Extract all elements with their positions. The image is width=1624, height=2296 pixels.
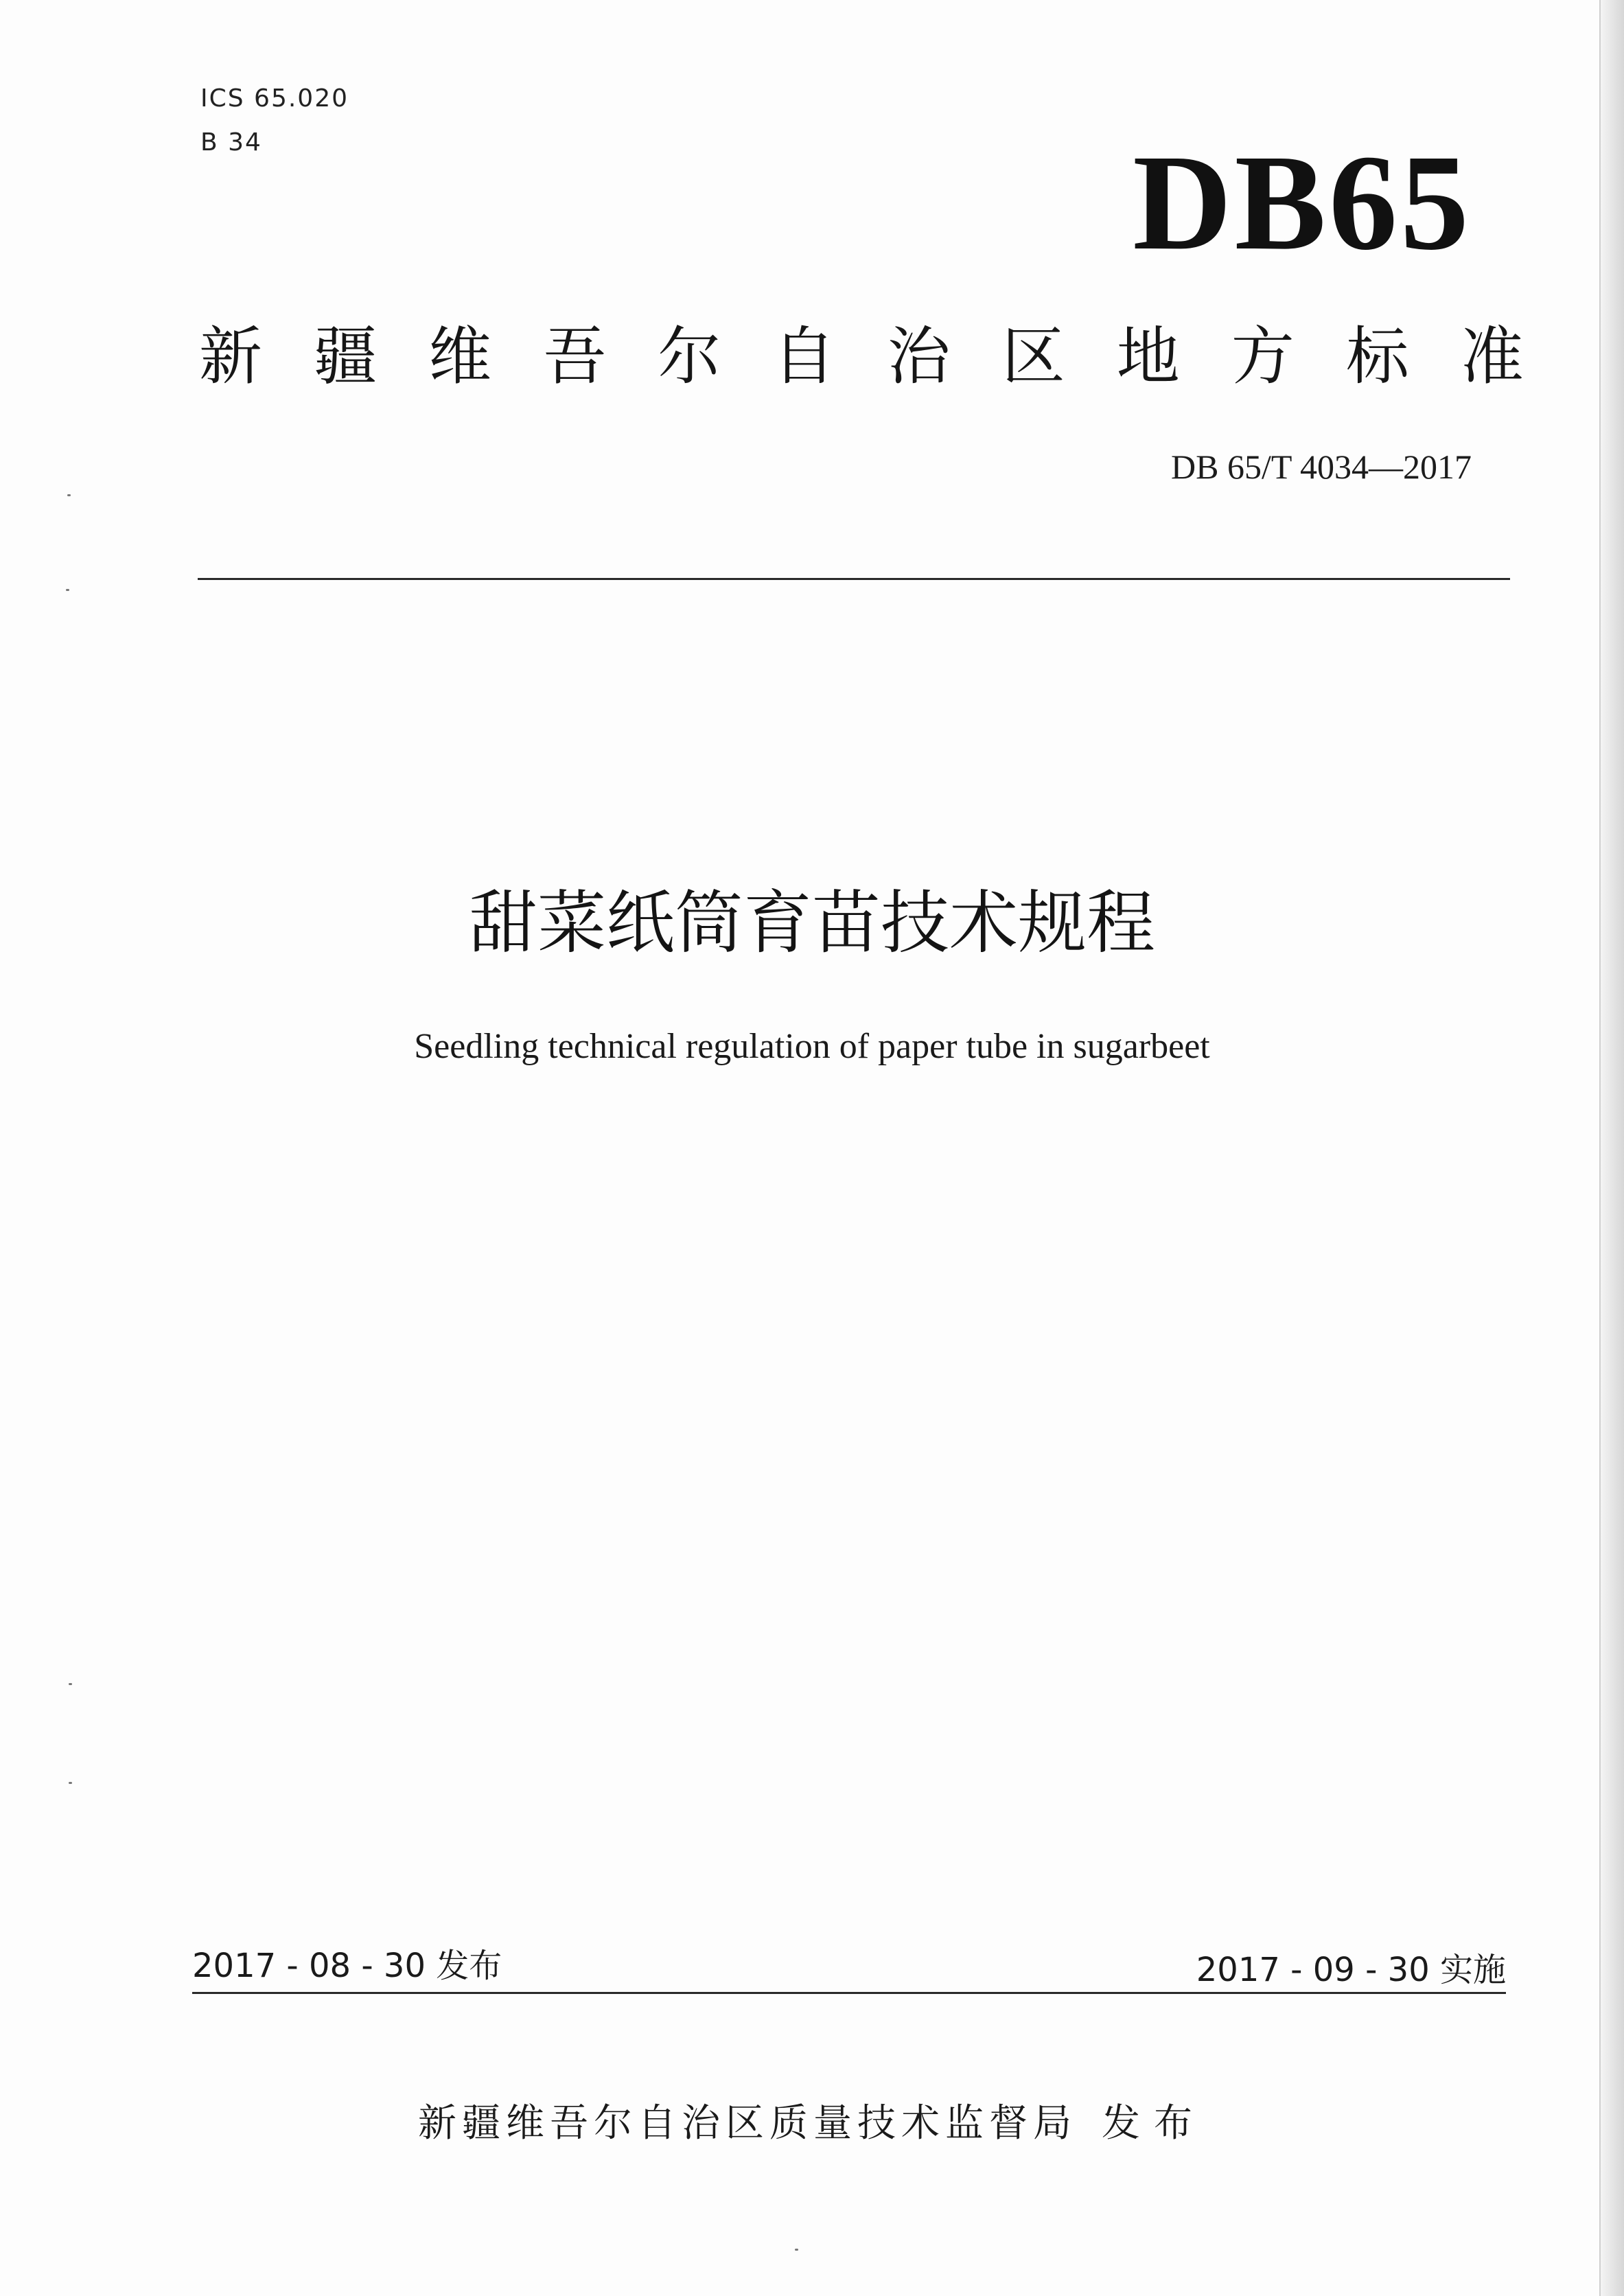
scan-speck (66, 589, 69, 591)
db-logo: DB65 (1133, 127, 1472, 279)
ics-code: ICS 65.020 (200, 84, 349, 113)
title-english: Seedling technical regulation of paper tube in sugarbeet (414, 1027, 1210, 1066)
issue-date: 2017 - 08 - 30 发布 (192, 1947, 502, 1985)
bottom-divider (192, 1992, 1506, 1994)
standard-number: DB 65/T 4034—2017 (1171, 448, 1472, 486)
scan-speck (795, 2249, 798, 2251)
issuer-suffix: 发布 (1102, 2101, 1206, 2146)
standard-type: 新疆维吾尔自治区地方标准 (199, 320, 1524, 393)
implement-date: 2017 - 09 - 30 实施 (1196, 1951, 1506, 1989)
issuer-name: 新疆维吾尔自治区质量技术监督局 (418, 2101, 1077, 2146)
scan-speck (69, 1782, 72, 1784)
classification-codes (200, 77, 349, 165)
title-chinese: 甜菜纸筒育苗技术规程 (469, 883, 1155, 963)
top-divider (198, 578, 1510, 580)
scan-edge (1599, 0, 1624, 2296)
scan-speck (69, 1683, 72, 1685)
ccs-code: B 34 (200, 128, 262, 156)
scan-speck (67, 494, 71, 496)
issuer (0, 2096, 1624, 2151)
